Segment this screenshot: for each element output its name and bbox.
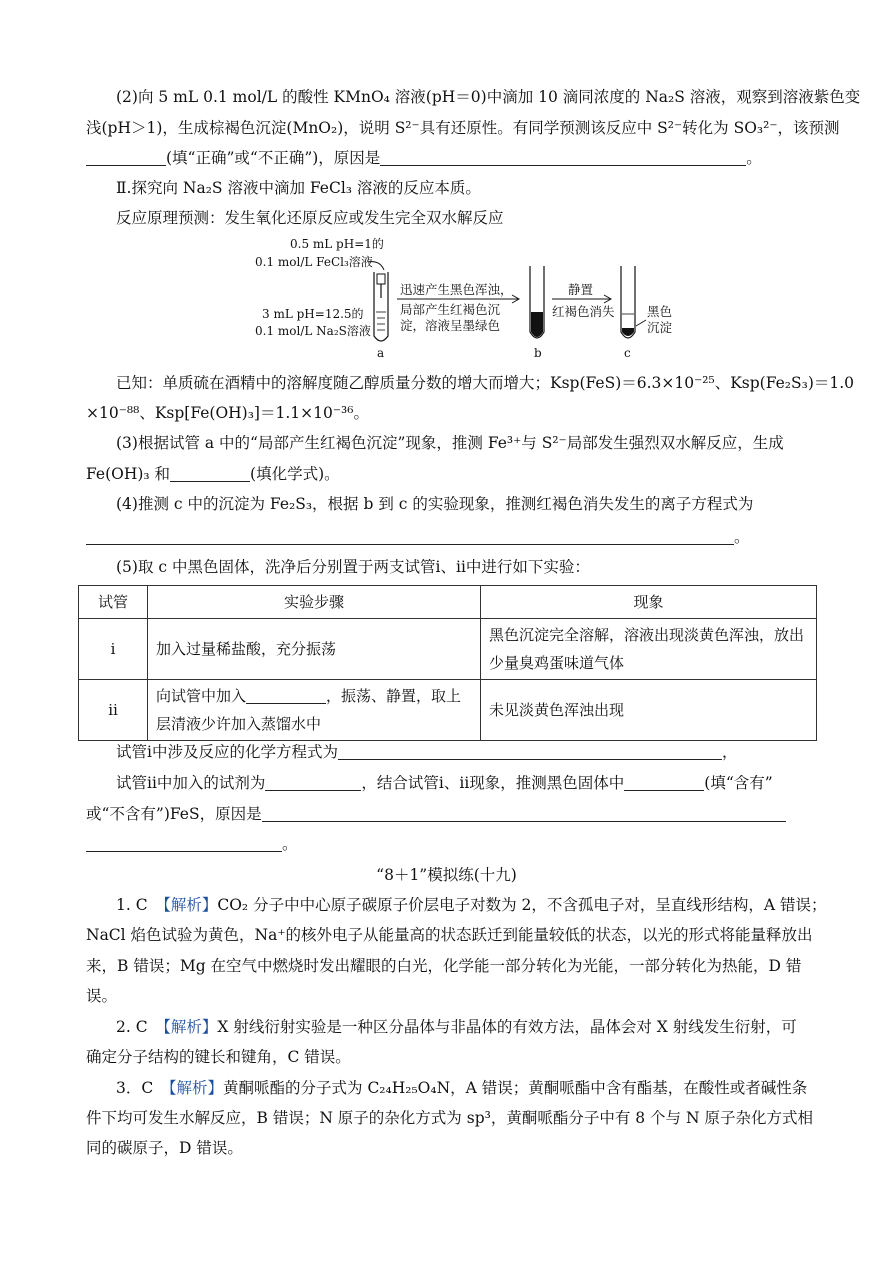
q5-prompt: ，结合试管ⅰ、ⅱ现象，推测黑色固体中 (361, 774, 625, 792)
black-precipitate-2: 沉淀 (647, 320, 673, 335)
step-text: 向试管中加入 (156, 687, 247, 705)
q5-answer-4 (86, 829, 809, 859)
tube-b-contents (531, 312, 543, 337)
na2s-label-1: 3 mL pH=12.5的 (262, 307, 364, 321)
answer-blank[interactable] (86, 833, 282, 852)
answer-blank[interactable] (380, 147, 746, 166)
answer-text: 黄酮哌酯的分子式为 C₂₄H₂₅O₄N，A 错误；黄酮哌酯中含有酯基，在酸性或者碱性条 (223, 1079, 808, 1097)
table-header: 实验步骤 (148, 586, 481, 619)
q2-end: 。 (746, 149, 762, 167)
q5-answer-3 (86, 799, 809, 829)
q5-prompt: 试管ⅱ中加入的试剂为 (116, 774, 266, 792)
step-text: ，振荡、静置，取上层清液少许加入蒸馏水中 (156, 687, 462, 733)
section-2-heading: Ⅱ.探究向 Na₂S 溶液中滴加 FeCl₃ 溶液的反应本质。 (116, 179, 481, 197)
q3-hint: (填化学式)。 (250, 465, 340, 483)
black-precipitate-1: 黑色 (647, 304, 673, 319)
table-cell (148, 680, 481, 741)
answer-1-line-2: NaCl 焰色试验为黄色，Na⁺的核外电子从能量高的状态跃迁到能量较低的状态，以光的形式将能量释放出 (86, 926, 813, 944)
answer-3-line-2: 件下均可发生水解反应，B 错误；N 原子的杂化方式为 sp³，黄酮哌酯分子中有 8 个与 N 原子杂化方式相 (86, 1109, 813, 1127)
q2-line-2: 浅(pH＞1)，生成棕褐色沉淀(MnO₂)，说明 S²⁻具有还原性。有同学预测该反应中 S²⁻转化为 SO₃²⁻，该预测 (86, 119, 840, 137)
q2-line-3 (86, 143, 809, 173)
q2-prompt: (填“正确”或“不正确”)，原因是 (166, 149, 381, 167)
q3-line-2 (86, 459, 809, 489)
arrow1-text-1: 迅速产生黑色浑浊， (400, 282, 513, 297)
tube-c (621, 266, 635, 338)
answer-text: CO₂ 分子中中心原子碳原子价层电子对数为 2，不含孤电子对，呈直线形结构，A 错误； (217, 896, 827, 914)
q5-prompt: 试管ⅰ中涉及反应的化学方程式为 (116, 743, 338, 761)
q5-answer-2 (116, 768, 809, 798)
q3-line-1: (3)根据试管 a 中的“局部产生红褐色沉淀”现象，推测 Fe³⁺与 S²⁻局部发生强烈双水解反应，生成 (116, 434, 784, 452)
analysis-tag: 【解析】 (163, 1018, 218, 1036)
answer-1-line-4: 误。 (86, 987, 118, 1005)
table-cell: 黑色沉淀完全溶解，溶液出现淡黄色浑浊，放出少量臭鸡蛋味道气体 (481, 619, 817, 680)
table-header-row (79, 586, 817, 619)
arrow1-text-2: 局部产生红褐色沉 (400, 302, 501, 317)
q5-end: ， (721, 743, 738, 761)
q3-prompt: Fe(OH)₃ 和 (86, 465, 171, 483)
arrow1-text-3: 淀，溶液呈墨绿色 (400, 318, 501, 333)
answer-1-line-1 (116, 890, 827, 920)
answer-number: 2. C (116, 1018, 148, 1036)
dropper-bulb (377, 274, 385, 284)
answer-text: X 射线衍射实验是一种区分晶体与非晶体的有效方法，晶体会对 X 射线发生衍射，可 (217, 1018, 797, 1036)
tube-a-label: a (377, 346, 385, 360)
known-line-2: ×10⁻⁸⁸、Ksp[Fe(OH)₃]＝1.1×10⁻³⁶。 (86, 404, 369, 422)
reaction-prediction: 反应原理预测：发生氧化还原反应或发生完全双水解反应 (116, 209, 504, 227)
table-cell: 加入过量稀盐酸，充分振荡 (148, 619, 481, 680)
table-header: 试管 (79, 586, 148, 619)
analysis-tag: 【解析】 (163, 896, 218, 914)
answer-blank[interactable] (338, 741, 722, 760)
answer-blank[interactable] (170, 463, 250, 482)
answer-2-line-1 (116, 1012, 809, 1042)
answer-blank[interactable] (624, 772, 704, 791)
answer-number: 1. C (116, 896, 148, 914)
q4-end: 。 (734, 528, 750, 546)
table-row (79, 619, 817, 680)
answer-blank[interactable] (246, 685, 326, 704)
analysis-tag: 【解析】 (168, 1079, 224, 1097)
answer-number: 3．C (116, 1079, 154, 1097)
q4-line-1: (4)推测 c 中的沉淀为 Fe₂S₃，根据 b 到 c 的实验现象，推测红褐色消失发生的离子方程式为 (116, 495, 754, 513)
q5-intro: (5)取 c 中黑色固体，洗净后分别置于两支试管ⅰ、ⅱ中进行如下实验： (116, 558, 590, 576)
arrow2-text-2: 红褐色消失 (552, 304, 615, 319)
table-cell: ⅰ (79, 619, 148, 680)
q4-line-2 (86, 522, 809, 552)
q5-prompt: 或“不含有”)FeS，原因是 (86, 805, 262, 823)
fecl3-label-1: 0.5 mL pH=1的 (290, 237, 384, 251)
answer-blank[interactable] (262, 803, 786, 822)
answer-blank[interactable] (265, 772, 361, 791)
tube-b-label: b (534, 346, 542, 360)
answer-blank[interactable] (86, 526, 734, 545)
q5-hint: (填“含有” (704, 774, 773, 792)
answer-3-line-3: 同的碳原子，D 错误。 (86, 1139, 243, 1157)
answer-blank[interactable] (86, 147, 166, 166)
fecl3-label-2: 0.1 mol/L FeCl₃溶液 (255, 255, 373, 269)
tube-c-precipitate (622, 328, 634, 336)
experiment-figure (250, 232, 690, 362)
answer-2-line-2: 确定分子结构的键长和键角，C 错误。 (86, 1048, 351, 1066)
q5-answer-1 (116, 737, 809, 767)
q5-end: 。 (282, 835, 298, 853)
answer-1-line-3: 来，B 错误；Mg 在空气中燃烧时发出耀眼的白光，化学能一部分转化为光能，一部分转化为热能，D 错 (86, 957, 802, 975)
arrow2-text-1: 静置 (568, 282, 594, 297)
answer-3-line-1 (116, 1073, 809, 1103)
tube-c-label: c (624, 346, 631, 360)
q2-line-1: (2)向 5 mL 0.1 mol/L 的酸性 KMnO₄ 溶液(pH＝0)中滴加 10 滴同浓度的 Na₂S 溶液，观察到溶液紫色变 (116, 88, 861, 106)
experiment-table (78, 585, 817, 741)
na2s-label-2: 0.1 mol/L Na₂S溶液 (255, 324, 371, 338)
table-header: 现象 (481, 586, 817, 619)
known-line-1: 已知：单质硫在酒精中的溶解度随乙醇质量分数的增大而增大；Ksp(FeS)＝6.3×10⁻²⁵、Ksp(Fe₂S₃)＝1.0 (116, 374, 855, 392)
answers-title: “8＋1”模拟练(十九) (376, 866, 517, 884)
table-cell: 未见淡黄色浑浊出现 (481, 680, 817, 741)
table-cell: ⅱ (79, 680, 148, 741)
table-row (79, 680, 817, 741)
